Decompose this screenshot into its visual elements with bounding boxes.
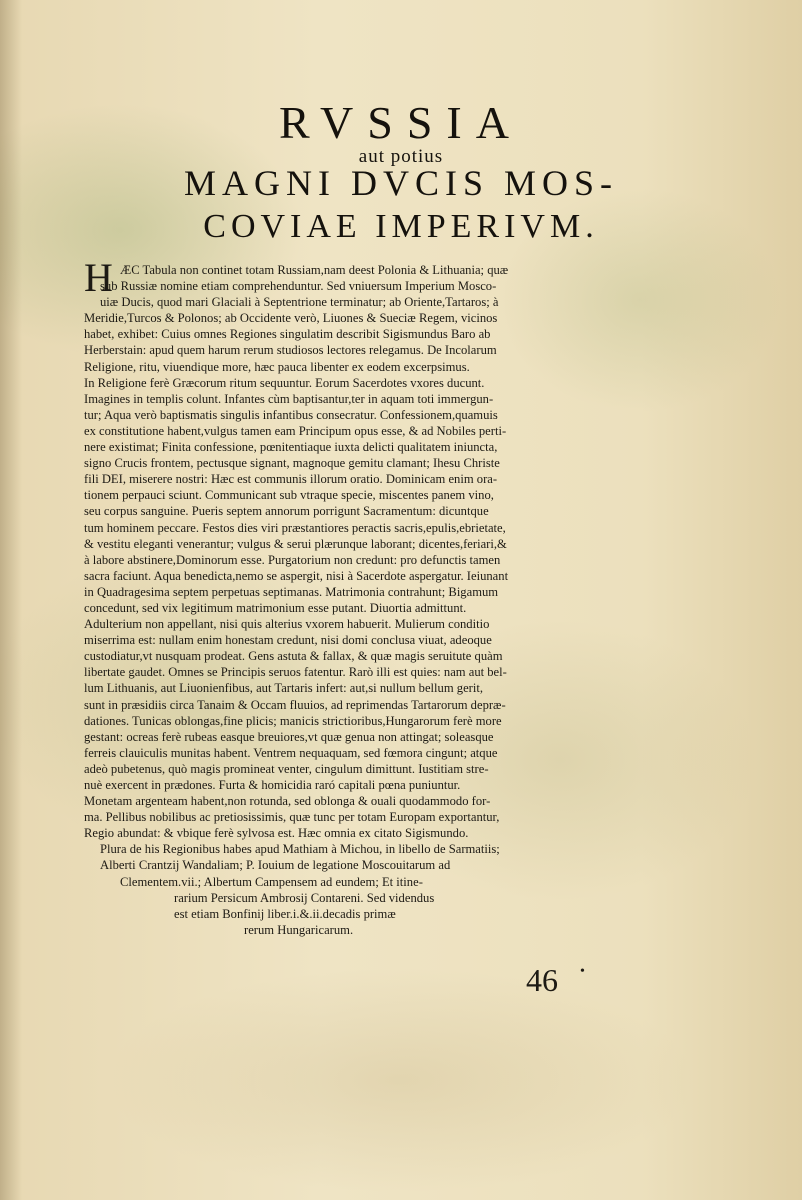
text-line: sunt in præsidiis circa Tanaim & Occam fluuios, ad reprimendas Tartarorum depræ- — [84, 697, 506, 712]
text-line: Alberti Crantzij Wandaliam; P. Iouium de legatione Moscouitarum ad — [100, 858, 451, 873]
text-line: ma. Pellibus nobilibus ac pretiosissimis, quæ tunc per totam Europam exportantur, — [84, 810, 500, 825]
ink-mark: • — [580, 964, 585, 979]
text-line: ÆC Tabula non continet totam Russiam,nam deest Polonia & Lithuania; quæ — [120, 263, 509, 277]
text-line: Plura de his Regionibus habes apud Mathiam à Michou, in libello de Sarmatiis; — [100, 842, 500, 857]
text-line: Monetam argenteam habent,non rotunda, sed oblonga & ouali quodammodo for- — [84, 794, 491, 809]
text-line: Religione, ritu, viuendique more, hæc pauca libenter ex eodem excerpsimus. — [84, 359, 470, 374]
text-line: rerum Hungaricarum. — [244, 922, 354, 937]
text-line: est etiam Bonfinij liber.i.&.ii.decadis primæ — [174, 906, 396, 921]
text-line: Herberstain: apud quem harum rerum studiosos lectores relegamus. De Incolarum — [84, 343, 497, 358]
text-line: habet, exhibet: Cuius omnes Regiones singulatim describit Sigismundus Baro ab — [84, 327, 491, 342]
text-line: miserrima est: nullam enim honestam credunt, nisi domi conclusa viuat, adeoque — [84, 633, 492, 648]
text-line: Meridie,Turcos & Polonos; ab Occidente verò, Liuones & Sueciæ Regem, vicinos — [84, 311, 498, 326]
text-line: lum Lithuanis, aut Liuonienfibus, aut Tartaris infert: aut,si nullum bellum gerit, — [84, 681, 484, 696]
text-line: custodiatur,vt nusquam prodeat. Gens astuta & fallax, & quæ magis seruitute quàm — [84, 649, 503, 664]
text-line: ex constitutione habent,vulgus tamen eam Principum opus esse, & ad Nobiles perti- — [84, 423, 507, 438]
page-number: 46 — [526, 962, 558, 998]
text-line: libertate gaudet. Omnes se Principis seruos fatentur. Rarò illi est quies: nam aut bel- — [84, 665, 507, 680]
text-line: signo Crucis frontem, pectusque signant, magnoque gemitu clamant; Ihesu Christe — [84, 456, 500, 471]
text-line: in Quadragesima septem perpetuas septimanas. Matrimonia contrahunt; Bigamum — [84, 584, 499, 599]
text-line: Regio abundat: & vbique ferè sylvosa est. Hæc omnia ex citato Sigismundo. — [84, 826, 469, 841]
text-line: concedunt, sed vix legitimum matrimonium esse putant. Diuortia admittunt. — [84, 600, 467, 615]
text-line: tur; Aqua verò baptismatis singulis infantibus consecratur. Confessionem,quamuis — [84, 407, 498, 422]
text-line: Adulterium non appellant, nisi quis alterius vxorem habuerit. Mulierum conditio — [84, 617, 490, 632]
title-imperium: COVIAE IMPERIVM. — [203, 208, 599, 245]
text-line: nuè exercent in prædones. Furta & homicidia raró capitali pœna puniuntur. — [84, 778, 461, 792]
title-magni-ducis: MAGNI DVCIS MOS- — [183, 163, 619, 203]
text-line: fili DEI, miserere nostri: Hæc est communis illorum oratio. Dominicam enim ora- — [84, 472, 498, 487]
body-text — [84, 255, 574, 938]
text-line: dationes. Tunicas oblongas,fine plicis; manicis strictioribus,Hungarorum ferè more — [84, 713, 502, 728]
text-line: tionem perpauci sciunt. Communicant sub vtraque specie, miscentes panem vino, — [84, 488, 494, 503]
text-line: In Religione ferè Græcorum ritum sequuntur. Eorum Sacerdotes vxores ducunt. — [84, 375, 485, 390]
text-line: sub Russiæ nomine etiam comprehenduntur. Sed vniuersum Imperium Mosco- — [100, 279, 497, 294]
text-line: ferreis clauiculis munitas habent. Ventrem nequaquam, sed fœmora cingunt; atque — [84, 745, 498, 760]
text-line: à labore abstinere,Dominorum esse. Purgatorium non credunt: pro defunctis tamen — [84, 552, 501, 567]
title-russia: RVSSIA — [279, 97, 523, 148]
text-line: rarium Persicum Ambrosij Contareni. Sed videndus — [174, 890, 435, 905]
text-line: Clementem.vii.; Albertum Campensem ad eundem; Et itine- — [120, 874, 423, 889]
text-line: seu corpus sanguine. Pueris septem annorum porrigunt Sacramentum: dicuntque — [84, 504, 489, 519]
text-line: tum hominem peccare. Festos dies viri præstantiores peractis sacris,epulis,ebrietate, — [84, 520, 506, 535]
text-line: & vestitu eleganti venerantur; vulgus & serui plærunque laborant; dicentes,feriari,& — [84, 536, 507, 551]
text-line: sacra faciunt. Aqua benedicta,nemo se aspergit, nisi à Sacerdote aspergatur. Ieiunant — [84, 568, 509, 583]
drop-capital: H — [84, 255, 113, 300]
title-aut-potius: aut potius — [358, 146, 444, 167]
text-line: gestant: ocreas ferè rubeas easque breuiores,vt quæ genua non attingat; soleasque — [84, 729, 494, 744]
text-line: Imagines in templis colunt. Infantes cùm baptisantur,ter in aquam toti immergun- — [84, 391, 494, 406]
text-line: uiæ Ducis, quod mari Glaciali à Septentrione terminatur; ab Oriente,Tartaros; à — [100, 295, 499, 310]
text-line: adeò pubetenus, quò magis promineat venter, cingulum dimittunt. Iustitiam stre- — [84, 761, 489, 776]
text-line: nere existimat; Finita confessione, pœnitentiaque iuxta delicti qualitatem iniuncta, — [84, 440, 498, 455]
